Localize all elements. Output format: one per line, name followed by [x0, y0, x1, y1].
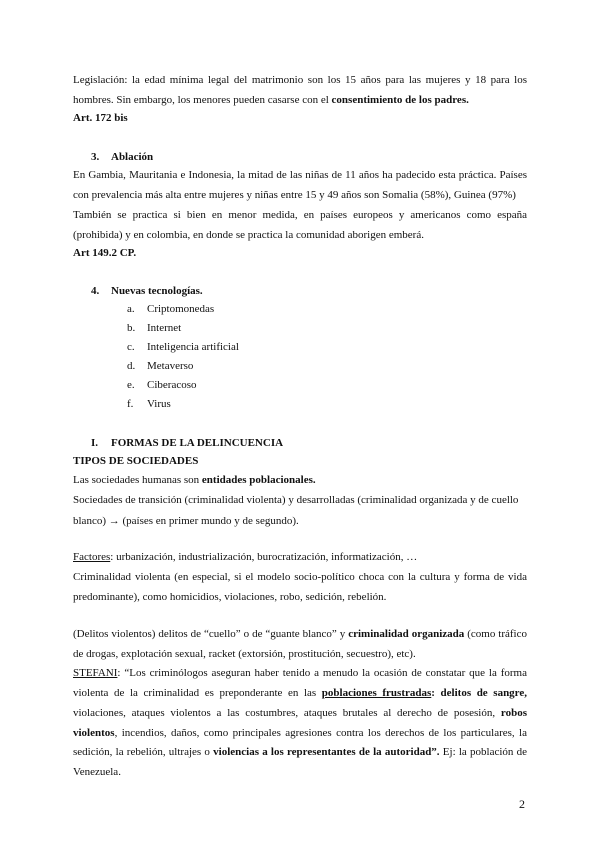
- ablacion-line-3: También se practica si bien en menor medida, en países europeos y americanos como españa: [73, 209, 527, 221]
- stefani-label: STEFANI: [73, 667, 118, 679]
- stefani-line-3: [73, 706, 527, 720]
- page-number: 2: [519, 797, 525, 811]
- ablacion-line-4: (prohibida) y en colombia, en donde se practica la comunidad aborigen emberá.: [73, 229, 424, 241]
- ablacion-heading: [91, 150, 153, 164]
- stefani-text-end: Ej: la población de: [439, 746, 527, 758]
- factores-line-1: [73, 550, 417, 564]
- delitos-text: (Delitos violentos) delitos de “cuello” o de “guante blanco” y: [73, 628, 349, 640]
- formas-line-3: blanco) → (países en primer mundo y de segundo).: [73, 515, 299, 527]
- list-item: [127, 359, 193, 373]
- list-item: [127, 378, 196, 392]
- list-item-text: Internet: [147, 322, 182, 334]
- legislacion-article: Art. 172 bis: [73, 112, 128, 124]
- formas-text: Las sociedades humanas son: [73, 474, 202, 486]
- list-item-text: Inteligencia artificial: [147, 341, 239, 353]
- entidades-bold: entidades poblacionales.: [201, 474, 316, 486]
- list-item-letter: a.: [127, 303, 135, 315]
- ablacion-line-2: con prevalencia más alta entre mujeres y niñas entre 15 y 49 años son Somalia (58%), Guinea (97%): [73, 189, 516, 201]
- list-item-letter: d.: [127, 360, 136, 372]
- robos-bold: robos: [500, 707, 527, 719]
- list-item-letter: f.: [127, 398, 134, 410]
- list-item: [127, 397, 171, 411]
- factores-text: : urbanización, industrialización, burocratización, informatización, …: [110, 551, 418, 563]
- list-item: [127, 321, 181, 335]
- list-item-text: Metaverso: [147, 360, 194, 372]
- factores-label: Factores: [73, 551, 111, 563]
- violencias-autoridad-bold: violencias a los representantes de la autoridad”.: [213, 746, 440, 758]
- violentos-bold: violentos: [73, 727, 115, 739]
- tecnologias-number: 4.: [91, 285, 100, 297]
- factores-line-3: predominante), como homicidios, violaciones, robo, sedición, rebelión.: [73, 591, 387, 603]
- formas-line-1: [73, 473, 316, 487]
- list-item-text: Virus: [147, 398, 171, 410]
- delitos-text-end: (como tráfico: [464, 628, 528, 640]
- formas-title: FORMAS DE LA DELINCUENCIA: [111, 437, 284, 449]
- formas-heading: [91, 436, 283, 450]
- formas-number: I.: [91, 437, 99, 449]
- list-item-text: Criptomonedas: [147, 303, 215, 315]
- list-item-letter: c.: [127, 341, 135, 353]
- stefani-line-4: [73, 726, 527, 740]
- stefani-line-5: [73, 745, 527, 759]
- tecnologias-title: Nuevas tecnologías.: [111, 285, 203, 297]
- stefani-line-2: [73, 686, 527, 700]
- delitos-sangre-bold: : delitos de sangre,: [431, 687, 527, 699]
- legislacion-text: hombres. Sin embargo, los menores pueden casarse con el: [73, 94, 332, 106]
- delitos-line-2: de drogas, explotación sexual, racket (extorsión, prostitución, secuestro), etc).: [73, 648, 416, 660]
- stefani-text: , incendios, daños, como principales agresiones contra los derechos de los particulares, la: [114, 727, 527, 739]
- ablacion-line-1: En Gambia, Mauritania e Indonesia, la mitad de las niñas de 11 años ha padecido esta práctica. Países: [73, 169, 527, 181]
- factores-line-2: Criminalidad violenta (en especial, si el modelo socio-político choca con la cultura y forma de vida: [73, 571, 527, 583]
- stefani-line-6: Venezuela.: [73, 766, 121, 778]
- consentimiento-bold: consentimiento de los padres.: [331, 94, 469, 106]
- tipos-sociedades-heading: TIPOS DE SOCIEDADES: [73, 455, 199, 467]
- stefani-text: violenta de la criminalidad es preponderante en las: [73, 687, 322, 699]
- ablacion-number: 3.: [91, 151, 100, 163]
- list-item: [127, 340, 239, 354]
- list-item-letter: e.: [127, 379, 135, 391]
- legislacion-line-2: [73, 93, 469, 107]
- delitos-line-1: [73, 627, 527, 641]
- tecnologias-heading: [91, 284, 203, 298]
- list-item: [127, 302, 214, 316]
- list-item-text: Ciberacoso: [147, 379, 197, 391]
- ablacion-title: Ablación: [111, 151, 154, 163]
- ablacion-article: Art 149.2 CP.: [73, 247, 137, 259]
- formas-line-2: Sociedades de transición (criminalidad violenta) y desarrolladas (criminalidad organizada y de cuello: [73, 494, 519, 506]
- criminalidad-organizada-bold: criminalidad organizada: [348, 628, 465, 640]
- stefani-line-1: [73, 666, 527, 680]
- poblaciones-frustradas-bold: poblaciones frustradas: [321, 687, 432, 699]
- list-item-letter: b.: [127, 322, 136, 334]
- stefani-text: : “Los criminólogos aseguran haber tenido a menudo la ocasión de constatar que la forma: [117, 667, 527, 679]
- legislacion-line-1: Legislación: la edad mínima legal del matrimonio son los 15 años para las mujeres y 18 para los: [73, 74, 527, 86]
- stefani-text: violaciones, ataques violentos a las costumbres, ataques brutales al derecho de posesión,: [73, 707, 501, 719]
- stefani-text: sedición, la rebelión, ultrajes o: [73, 746, 214, 758]
